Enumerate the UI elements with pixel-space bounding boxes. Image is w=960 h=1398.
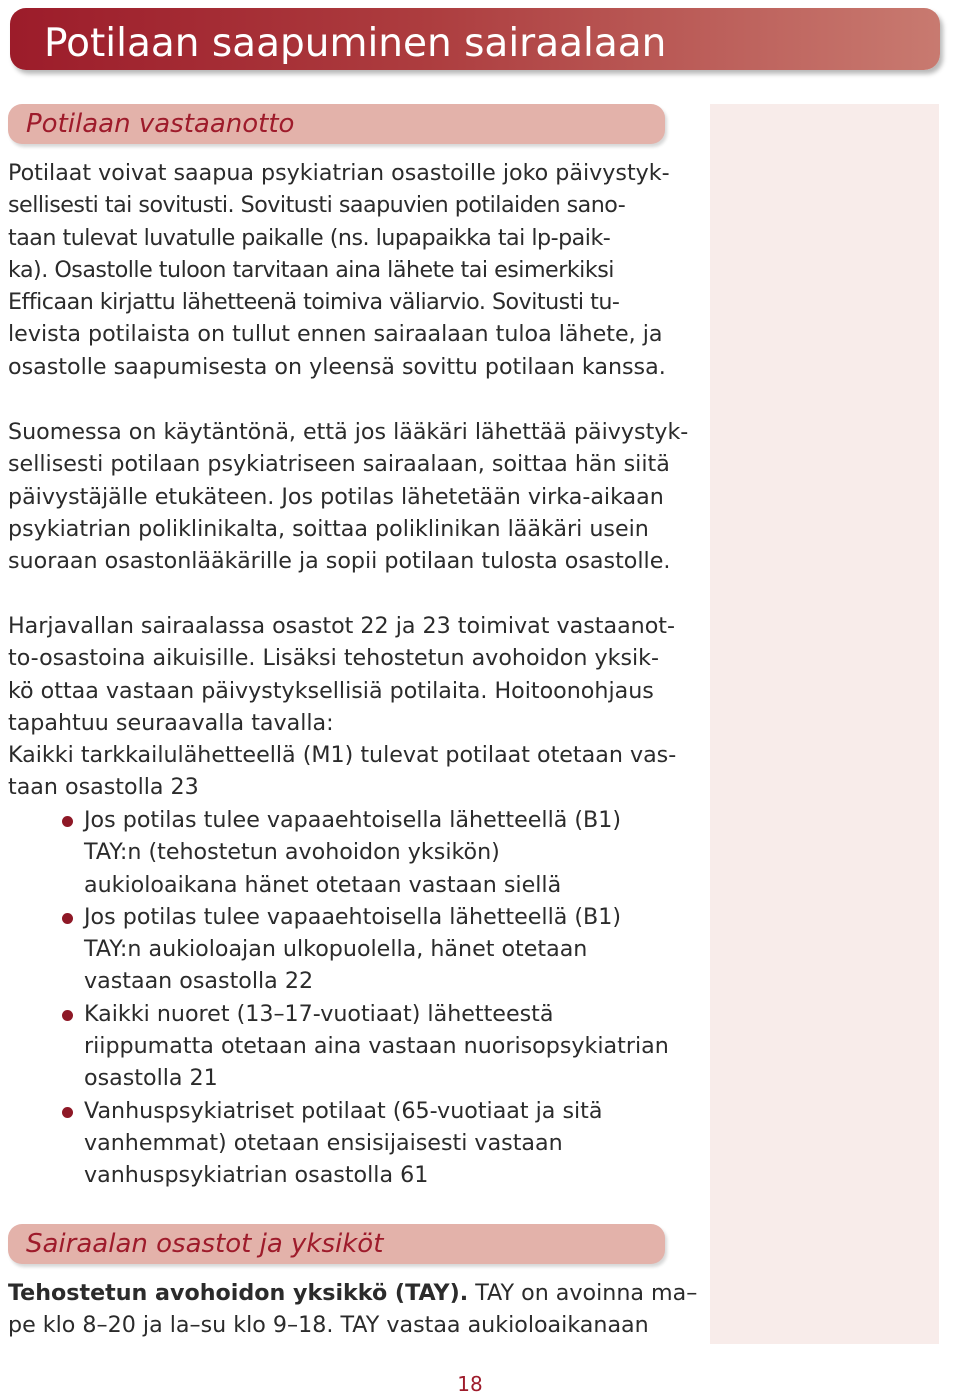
page-title: Potilaan saapuminen sairaalaan (44, 21, 667, 66)
text-line: Suomessa on käytäntönä, että jos lääkäri lähettää päivystyk- (8, 419, 689, 445)
text-line: vanhuspsykiatrian osastolla 61 (84, 1162, 429, 1189)
text-line (8, 1277, 698, 1309)
side-panel (710, 104, 939, 1344)
text-run: TAY on avoinna ma– (468, 1280, 698, 1306)
bullet-dot-icon (62, 1010, 73, 1021)
text-line: Potilaat voivat saapua psykiatrian osastoille joko päivystyk- (8, 160, 670, 186)
text-line: osastolle saapumisesta on yleensä sovittu potilaan kanssa. (8, 353, 666, 380)
text-line: Efficaan kirjattu lähetteenä toimiva väliarvio. Sovitusti tu- (8, 289, 620, 316)
paragraph-intro (8, 157, 678, 383)
text-line: sellisesti tai sovitusti. Sovitusti saapuvien potilaiden sano- (8, 192, 626, 219)
text-line: Jos potilas tulee vapaaehtoisella lähetteellä (B1) (84, 903, 622, 930)
text-line: psykiatrian poliklinikalta, soittaa poliklinikan lääkäri usein (8, 515, 649, 542)
section-heading-bar (8, 104, 665, 144)
text-line: osastolla 21 (84, 1065, 218, 1092)
page-number: 18 (457, 1372, 483, 1396)
section-heading-osastot: Sairaalan osastot ja yksiköt (26, 1229, 384, 1259)
text-line: aukioloaikana hänet otetaan vastaan siellä (84, 871, 562, 898)
title-banner (10, 8, 940, 70)
paragraph-harjavalta (8, 610, 678, 804)
section-heading-vastaanotto: Potilaan vastaanotto (26, 109, 295, 139)
bullet-dot-icon (62, 816, 73, 827)
text-line: Kaikki nuoret (13–17-vuotiaat) lähetteestä (84, 1000, 554, 1027)
text-line: taan osastolla 23 (8, 774, 199, 801)
bullet-dot-icon (62, 1107, 73, 1118)
text-line: TAY:n aukioloajan ulkopuolella, hänet otetaan (84, 936, 588, 963)
text-line: ka). Osastolle tuloon tarvitaan aina lähete tai esimerkiksi (8, 256, 614, 283)
bold-lead: Tehostetun avohoidon yksikkö (TAY). (8, 1280, 469, 1306)
text-line: päivystäjälle etukäteen. Jos potilas lähetetään virka-aikaan (8, 483, 664, 510)
text-line: pe klo 8–20 ja la–su klo 9–18. TAY vastaa aukioloaikanaan (8, 1312, 649, 1339)
list-item (58, 901, 678, 998)
text-line: suoraan osastonlääkärille ja sopii potilaan tulosta osastolle. (8, 548, 671, 575)
text-line: levista potilaista on tullut ennen sairaalaan tuloa lähete, ja (8, 321, 663, 348)
paragraph-referral (8, 416, 689, 577)
list-item (58, 998, 678, 1095)
text-line: vastaan osastolla 22 (84, 968, 314, 995)
text-line: to-osastoina aikuisille. Lisäksi tehostetun avohoidon yksik- (8, 645, 660, 672)
paragraph-tay (8, 1277, 698, 1342)
text-line: kö ottaa vastaan päivystyksellisiä potilaita. Hoitoonohjaus (8, 677, 654, 704)
text-line: Kaikki tarkkailulähetteellä (M1) tulevat potilaat otetaan vas- (8, 742, 677, 769)
text-line: riippumatta otetaan aina vastaan nuorisopsykiatrian (84, 1033, 669, 1060)
text-line: vanhemmat) otetaan ensisijaisesti vastaan (84, 1129, 563, 1156)
text-line: Harjavallan sairaalassa osastot 22 ja 23 toimivat vastaanot- (8, 613, 676, 639)
text-line: Jos potilas tulee vapaaehtoisella lähetteellä (B1) (84, 807, 622, 833)
text-line: sellisesti potilaan psykiatriseen sairaalaan, soittaa hän siitä (8, 451, 670, 478)
list-item (58, 1095, 678, 1192)
bullet-dot-icon (62, 913, 73, 924)
text-line: TAY:n (tehostetun avohoidon yksikön) (84, 839, 500, 866)
bullet-list (58, 804, 678, 1192)
list-item (58, 804, 678, 901)
section-heading-bar (8, 1224, 665, 1264)
text-line: taan tulevat luvatulle paikalle (ns. lupapaikka tai lp-paik- (8, 224, 611, 251)
text-line: tapahtuu seuraavalla tavalla: (8, 709, 334, 736)
text-line: Vanhuspsykiatriset potilaat (65-vuotiaat ja sitä (84, 1097, 603, 1124)
